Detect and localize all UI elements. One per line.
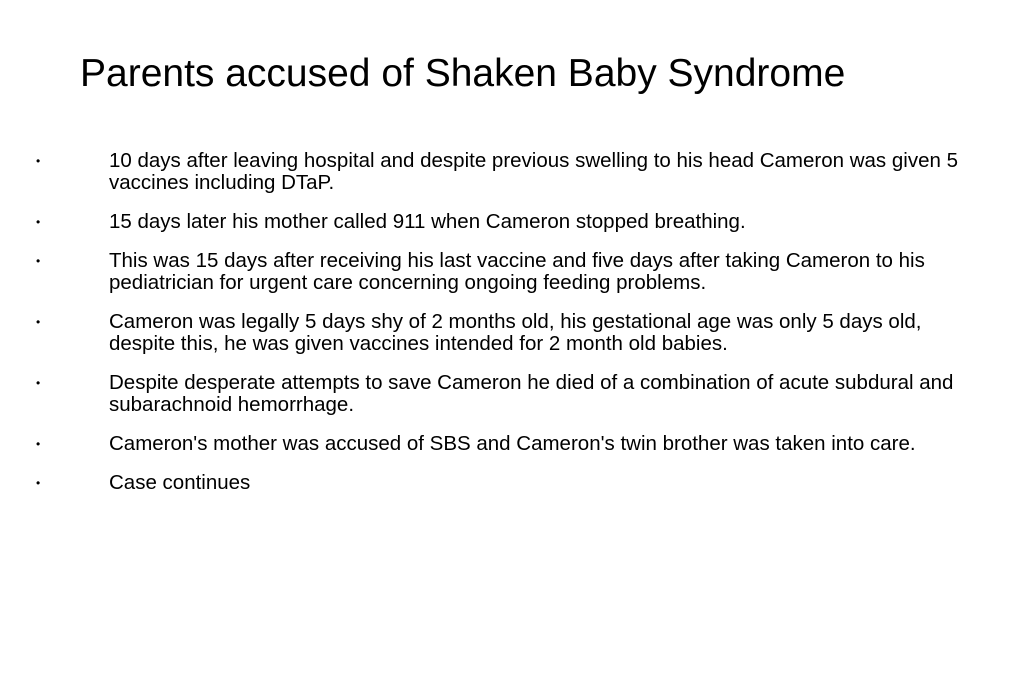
- bullet-text: Case continues: [109, 471, 251, 494]
- bullet-text: Cameron's mother was accused of SBS and Cameron's twin brother was taken into care.: [109, 432, 916, 455]
- bullet-text: 15 days later his mother called 911 when Cameron stopped breathing.: [109, 210, 746, 233]
- bullet-text: Cameron was legally 5 days shy of 2 months old, his gestational age was only 5 days old, despite this, he was given vaccines intended for 2 month old babies.: [109, 310, 922, 355]
- bullet-item: [0, 472, 960, 494]
- bullet-item: [0, 311, 960, 355]
- bullet-item: [0, 372, 960, 416]
- bullet-item: [0, 433, 960, 455]
- bullet-list: [0, 150, 960, 511]
- bullet-text: 10 days after leaving hospital and despite previous swelling to his head Cameron was given 5 vaccines including DTaP.: [109, 149, 958, 194]
- bullet-icon: •: [36, 215, 41, 229]
- slide-title: Parents accused of Shaken Baby Syndrome: [80, 52, 846, 95]
- bullet-icon: •: [36, 476, 41, 490]
- bullet-item: [0, 250, 960, 294]
- bullet-item: [0, 211, 960, 233]
- bullet-icon: •: [36, 315, 41, 329]
- bullet-icon: •: [36, 254, 41, 268]
- bullet-text: Despite desperate attempts to save Cameron he died of a combination of acute subdural and subarachnoid hemorrhage.: [109, 371, 954, 416]
- bullet-icon: •: [36, 437, 41, 451]
- bullet-icon: •: [36, 154, 41, 168]
- bullet-text: This was 15 days after receiving his last vaccine and five days after taking Cameron to his pediatrician for urgent care concerning ongoing feeding problems.: [109, 249, 925, 294]
- bullet-item: [0, 150, 960, 194]
- bullet-icon: •: [36, 376, 41, 390]
